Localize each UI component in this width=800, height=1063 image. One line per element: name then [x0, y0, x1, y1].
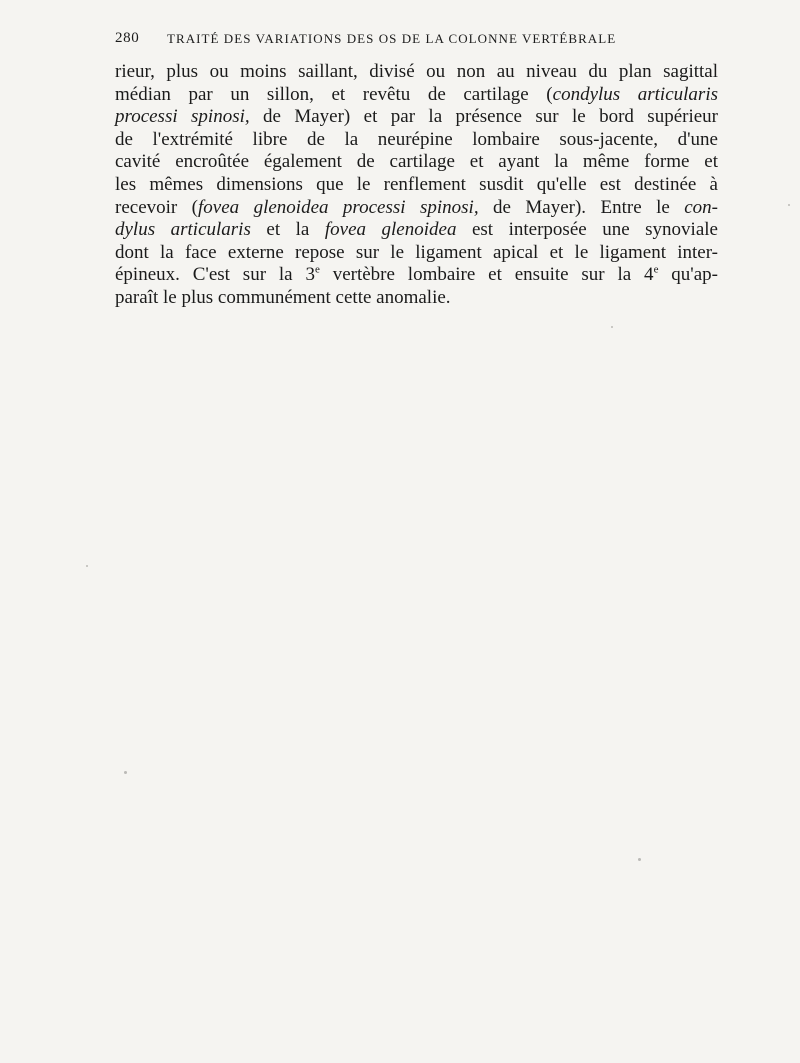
- text-span: est interposée une synoviale: [456, 219, 718, 241]
- text-line: [115, 129, 718, 152]
- text-line: [115, 174, 718, 197]
- italic-term: con-: [684, 196, 718, 218]
- italic-term: dylus articularis: [115, 219, 251, 241]
- text-span: et la: [250, 219, 325, 241]
- text-span: de Mayer) et par la présence sur le bord supérieur: [249, 106, 718, 128]
- body-paragraph: [115, 61, 718, 310]
- print-speck: [86, 565, 88, 567]
- superscript: e: [314, 264, 320, 277]
- text-line: [115, 287, 718, 310]
- text-span: épineux. C'est sur la 3: [115, 264, 315, 286]
- page-number: 280: [115, 30, 140, 46]
- text-span: dont la face externe repose sur le ligament apical et le ligament inter-: [115, 241, 718, 263]
- print-speck: [638, 858, 641, 861]
- text-line: [115, 264, 718, 287]
- text-line: [115, 219, 718, 242]
- text-line: [115, 84, 718, 107]
- text-line: [115, 61, 718, 84]
- text-span: qu'ap-: [658, 264, 718, 286]
- running-head: [115, 30, 715, 52]
- text-line: [115, 106, 718, 129]
- italic-term: fovea glenoidea: [324, 219, 457, 241]
- text-span: cavité encroûtée également de cartilage et ayant la même forme et: [115, 151, 718, 173]
- text-line: [115, 242, 718, 265]
- text-span: vertèbre lombaire et ensuite sur la 4: [319, 264, 654, 286]
- italic-term: processi spinosi,: [115, 106, 250, 128]
- italic-term: fovea glenoidea processi spinosi,: [198, 196, 479, 218]
- print-speck: [124, 771, 127, 774]
- italic-term: condylus articularis: [552, 83, 718, 105]
- text-span: paraît le plus communément cette anomalie.: [115, 286, 451, 308]
- text-span: médian par un sillon, et revêtu de cartilage (: [115, 83, 553, 105]
- text-line: [115, 151, 718, 174]
- text-span: les mêmes dimensions que le renflement susdit qu'elle est destinée à: [115, 173, 718, 195]
- text-line: [115, 197, 718, 220]
- text-span: recevoir (: [115, 196, 198, 218]
- text-span: de Mayer). Entre le: [478, 196, 685, 218]
- text-span: rieur, plus ou moins saillant, divisé ou non au niveau du plan sagittal: [115, 61, 718, 82]
- running-title: TRAITÉ DES VARIATIONS DES OS DE LA COLONNE VERTÉBRALE: [167, 31, 617, 46]
- print-speck: [788, 204, 790, 206]
- text-span: de l'extrémité libre de la neurépine lombaire sous-jacente, d'une: [115, 128, 718, 150]
- superscript: e: [653, 264, 659, 277]
- print-speck: [611, 326, 613, 328]
